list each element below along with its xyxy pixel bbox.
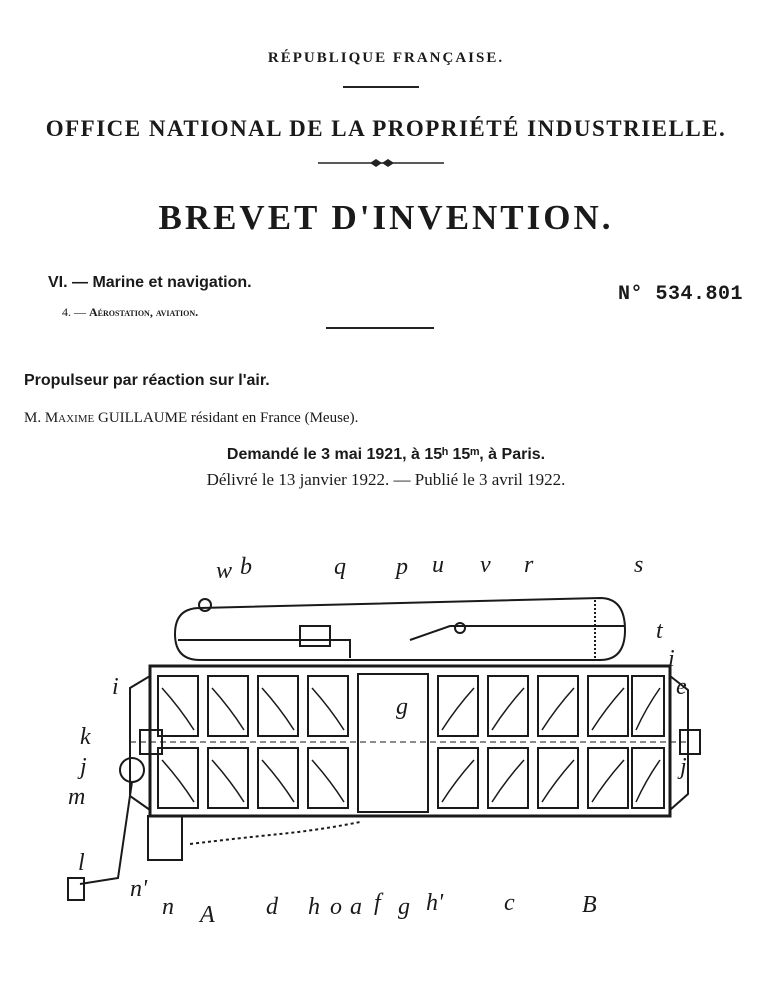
figure-label-l: l — [78, 850, 85, 876]
grant-publication-date: Délivré le 13 janvier 1922. — Publié le 3 avril 1922. — [206, 470, 566, 489]
figure-label-j-right: j — [680, 754, 687, 780]
drive-gear — [120, 758, 144, 782]
figure-label-r: r — [524, 552, 534, 578]
figure-label-h: h — [308, 894, 320, 920]
figure-label-i-right: i — [668, 646, 675, 672]
patent-number: N° 534.801 — [618, 283, 744, 306]
figure-label-d: d — [266, 894, 278, 920]
pipe — [178, 640, 350, 658]
figure-label-m: m — [68, 784, 86, 810]
figure-label-w: w — [216, 558, 233, 584]
figure-label-o: o — [330, 894, 342, 920]
inventor-line — [24, 410, 358, 427]
inventor-last-name: GUILLAUME — [97, 410, 188, 426]
figure-label-j-left: j — [80, 754, 87, 780]
office-heading: OFFICE NATIONAL DE LA PROPRIÉTÉ INDUSTRIELLE. — [45, 116, 727, 141]
classification-class — [62, 305, 198, 320]
figure-label-b: b — [240, 554, 252, 580]
figure-label-g-bottom: g — [398, 894, 410, 920]
figure-label-q: q — [334, 554, 346, 580]
figure-label-n: n — [162, 894, 174, 920]
figure-label-t: t — [656, 618, 663, 644]
valve-wheel — [455, 623, 465, 633]
figure-label-e: e — [676, 674, 687, 700]
classification-class-number: 4. — — [62, 305, 86, 319]
document-type-heading: BREVET D'INVENTION. — [158, 198, 614, 237]
classification-class-label: Aérostation, aviation. — [89, 305, 199, 319]
divider — [343, 86, 419, 88]
crank-handle — [68, 878, 84, 900]
patent-drawing — [40, 548, 730, 938]
air-tank — [175, 598, 625, 660]
figure-label-A: A — [200, 902, 215, 928]
figure-label-a: a — [350, 894, 362, 920]
figure-label-f: f — [374, 890, 381, 916]
crank-arm — [80, 782, 132, 884]
inventor-residence: résidant en France (Meuse). — [190, 410, 359, 426]
figure-label-n-prime: n' — [130, 876, 148, 902]
figure-label-u: u — [432, 552, 444, 578]
gear-box — [148, 816, 182, 860]
figure-label-i-left: i — [112, 674, 119, 700]
invention-title: Propulseur par réaction sur l'air. — [24, 372, 270, 389]
figure-label-v: v — [480, 552, 491, 578]
figure-label-h-prime: h' — [426, 890, 444, 916]
filing-date: Demandé le 3 mai 1921, à 15ʰ 15ᵐ, à Paris. — [226, 446, 546, 463]
gauge-knob — [199, 599, 211, 611]
figure-label-B: B — [582, 892, 597, 918]
valve-box — [300, 626, 330, 646]
inventor-first-name: Maxime — [44, 410, 95, 426]
inventor-prefix: M. — [24, 410, 42, 426]
pipe — [410, 626, 625, 640]
central-duct — [358, 674, 428, 812]
figure-label-s: s — [634, 552, 644, 578]
divider — [326, 327, 434, 329]
figure-label-g-center: g — [396, 694, 408, 720]
classification-group: VI. — Marine et navigation. — [48, 274, 252, 291]
figure-label-p: p — [396, 554, 408, 580]
republic-heading: RÉPUBLIQUE FRANÇAISE. — [267, 50, 505, 66]
figure-label-k: k — [80, 724, 91, 750]
figure-label-c: c — [504, 890, 515, 916]
main-cylinder — [150, 666, 670, 816]
ornament-divider — [318, 156, 444, 170]
